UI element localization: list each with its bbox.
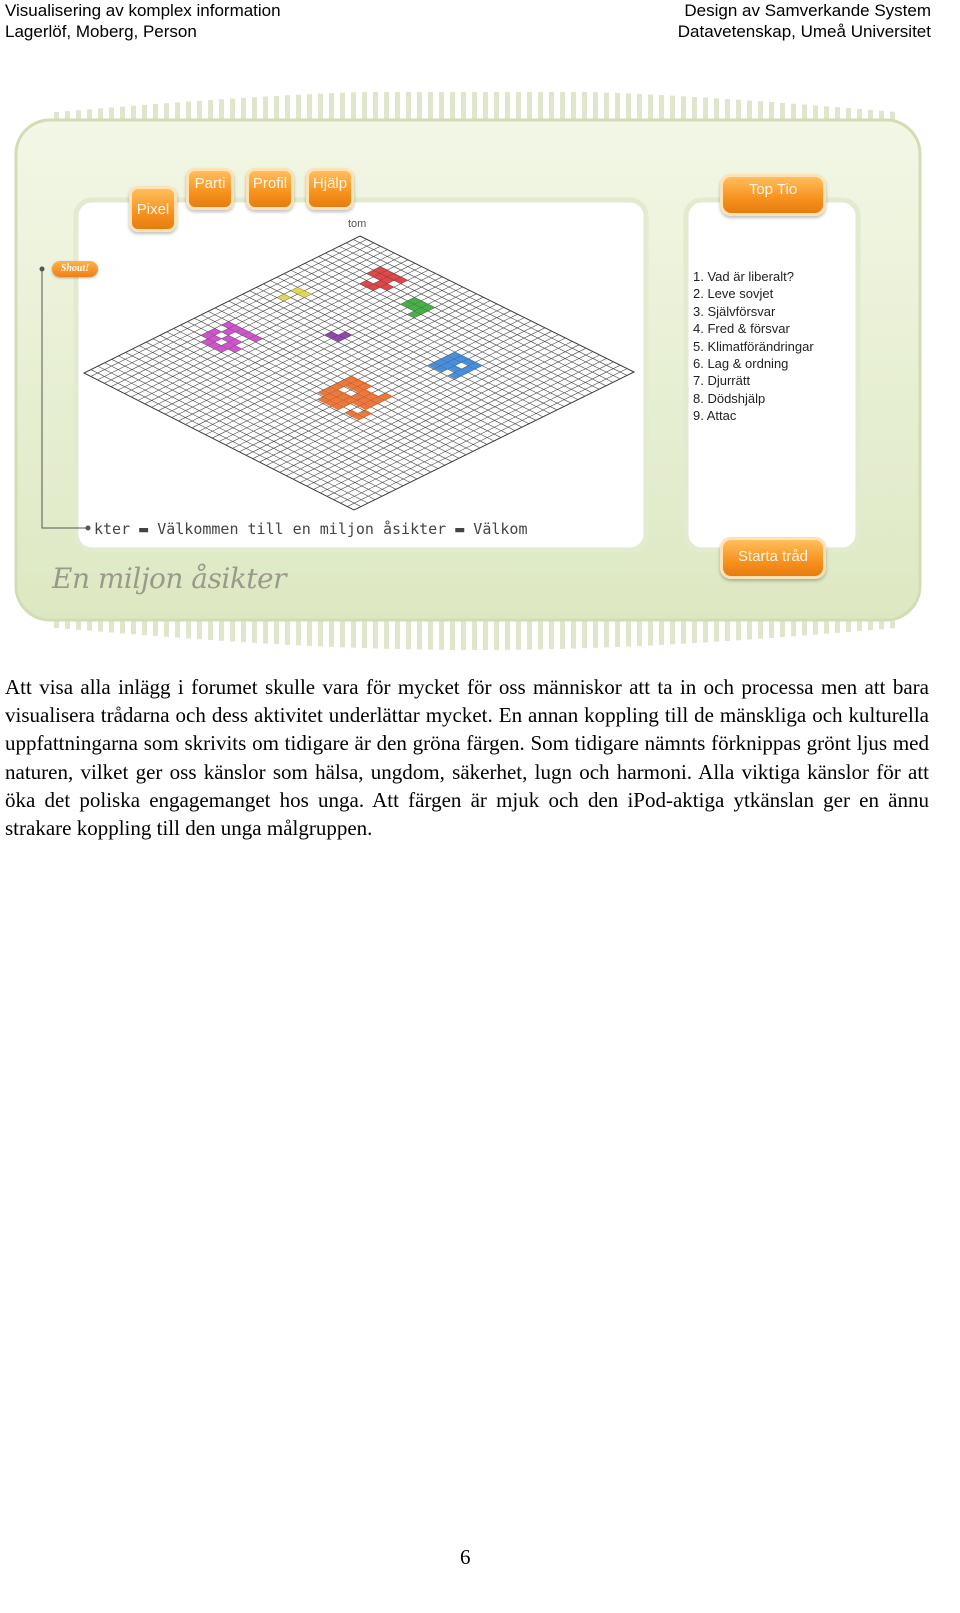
frame-tick — [758, 101, 763, 120]
frame-tick — [395, 92, 400, 120]
frame-tick — [736, 620, 741, 640]
frame-tick — [571, 92, 576, 120]
tab-parti[interactable]: Parti — [186, 168, 234, 210]
top-ten-list — [693, 268, 814, 425]
frame-tick — [604, 93, 609, 120]
frame-tick — [252, 97, 257, 120]
top-ten-item[interactable]: 8. Dödshjälp — [693, 390, 766, 406]
frame-tick — [307, 94, 312, 120]
frame-tick — [703, 98, 708, 120]
frame-tick — [351, 620, 356, 648]
tab-hjalp[interactable]: Hjälp — [306, 168, 354, 210]
app-logo: En miljon åsikter — [52, 562, 286, 595]
frame-tick — [703, 620, 708, 642]
frame-tick — [318, 94, 323, 120]
page-header-right — [678, 0, 931, 42]
frame-tick — [241, 98, 246, 120]
frame-tick — [637, 620, 642, 646]
frame-tick — [329, 93, 334, 120]
frame-tick — [582, 92, 587, 120]
frame-tick — [483, 92, 488, 120]
frame-tick — [175, 620, 180, 638]
frame-tick — [714, 620, 719, 642]
frame-tick — [131, 620, 136, 634]
frame-tick — [824, 620, 829, 634]
frame-tick — [648, 94, 653, 120]
frame-tick — [318, 620, 323, 646]
frame-tick — [263, 620, 268, 643]
page-header-left — [5, 0, 281, 42]
frame-tick — [263, 97, 268, 120]
frame-tick — [417, 620, 422, 650]
frame-tick — [670, 96, 675, 120]
tab-profil[interactable]: Profil — [246, 168, 294, 210]
frame-tick — [175, 102, 180, 120]
frame-tick — [538, 92, 543, 120]
authors: Lagerlöf, Moberg, Person — [5, 22, 197, 41]
top-ten-item[interactable]: 9. Attac — [693, 408, 737, 424]
frame-tick — [450, 620, 455, 650]
frame-tick — [736, 100, 741, 120]
frame-tick — [483, 620, 488, 650]
shout-button[interactable]: Shout! — [52, 261, 98, 277]
frame-tick — [472, 92, 477, 120]
frame-tick — [538, 620, 543, 649]
frame-tick — [846, 108, 851, 120]
frame-tick — [846, 620, 851, 632]
course-name: Design av Samverkande System — [684, 1, 931, 20]
frame-tick — [362, 620, 367, 648]
frame-tick — [637, 94, 642, 120]
connector-dot-end — [86, 526, 91, 531]
frame-ticks-bottom — [54, 620, 895, 650]
frame-tick — [230, 99, 235, 120]
frame-tick — [428, 92, 433, 120]
frame-tick — [505, 92, 510, 120]
frame-tick — [439, 620, 444, 650]
frame-tick — [714, 98, 719, 120]
frame-tick — [791, 104, 796, 120]
frame-tick — [549, 620, 554, 649]
frame-tick — [208, 100, 213, 120]
frame-tick — [516, 620, 521, 650]
frame-tick — [747, 620, 752, 639]
frame-tick — [549, 92, 554, 120]
frame-tick — [593, 92, 598, 120]
frame-tick — [505, 620, 510, 650]
frame-tick — [417, 92, 422, 120]
frame-tick — [340, 93, 345, 120]
frame-tick — [87, 620, 92, 631]
frame-tick — [164, 103, 169, 120]
news-ticker: kter ▬ Välkommen till en miljon åsikter ▬ Välkom — [94, 520, 528, 538]
frame-tick — [494, 620, 499, 650]
frame-tick — [285, 620, 290, 645]
user-label: tom — [348, 218, 367, 230]
frame-tick — [780, 103, 785, 120]
frame-tick — [384, 92, 389, 120]
tab-pixel[interactable]: Pixel — [129, 186, 177, 232]
frame-tick — [373, 92, 378, 120]
app-screenshot-figure — [14, 92, 934, 658]
frame-tick — [857, 109, 862, 120]
frame-tick — [527, 620, 532, 650]
frame-tick — [219, 99, 224, 120]
frame-tick — [747, 101, 752, 120]
frame-tick — [681, 620, 686, 644]
frame-tick — [659, 620, 664, 645]
frame-tick — [626, 93, 631, 120]
frame-tick — [230, 620, 235, 641]
frame-tick — [252, 620, 257, 643]
page-number: 6 — [460, 1545, 471, 1569]
frame-tick — [98, 620, 103, 632]
frame-tick — [153, 620, 158, 636]
frame-tick — [780, 620, 785, 637]
frame-tick — [120, 620, 125, 633]
frame-tick — [153, 104, 158, 120]
frame-tick — [109, 108, 114, 120]
frame-tick — [340, 620, 345, 647]
top-ten-item[interactable]: 2. Leve sovjet — [693, 286, 774, 302]
frame-tick — [890, 112, 895, 120]
frame-tick — [142, 105, 147, 120]
frame-tick — [450, 92, 455, 120]
frame-tick — [758, 620, 763, 639]
frame-tick — [461, 620, 466, 650]
frame-tick — [582, 620, 587, 648]
frame-tick — [384, 620, 389, 649]
frame-tick — [857, 620, 862, 631]
frame-tick — [868, 110, 873, 120]
top-tio-button[interactable]: Top Tio — [720, 174, 826, 216]
frame-tick — [395, 620, 400, 649]
connector-dot — [40, 267, 45, 272]
frame-tick — [406, 620, 411, 649]
body-paragraph: Att visa alla inlägg i forumet skulle vara för mycket för oss människor att ta in och processa men att bara visualisera trådarna och dess aktivitet underlättar mycket. En annan koppling till de mänskliga och kulturella uppfattningarna som skrivits om tidigare är den gröna färgen. Som tidigare nämnts förknippas grönt ljus med naturen, vilket ger oss känslor som hälsa, ungdom, säkerhet, lugn och harmoni. Alla viktiga känslor för att öka det poliska engagemanget hos unga. Att färgen är mjuk och den iPod-aktiga ytkänslan ger en ännu strakare koppling till den unga målgruppen. — [5, 675, 929, 841]
frame-tick — [142, 620, 147, 635]
frame-tick — [769, 102, 774, 120]
frame-tick — [725, 99, 730, 120]
frame-tick — [285, 95, 290, 120]
frame-tick — [692, 97, 697, 120]
frame-tick — [164, 620, 169, 637]
frame-tick — [186, 620, 191, 638]
frame-tick — [868, 620, 873, 630]
frame-tick — [186, 102, 191, 120]
frame-tick — [615, 93, 620, 120]
frame-tick — [670, 620, 675, 644]
frame-tick — [208, 620, 213, 640]
frame-tick — [659, 95, 664, 120]
frame-tick — [120, 107, 125, 120]
frame-tick — [307, 620, 312, 646]
frame-tick — [560, 92, 565, 120]
frame-tick — [472, 620, 477, 650]
frame-tick — [98, 108, 103, 120]
frame-tick — [802, 105, 807, 120]
frame-tick — [131, 106, 136, 120]
frame-tick — [802, 620, 807, 635]
top-ten-item[interactable]: 1. Vad är liberalt? — [693, 269, 794, 284]
frame-tick — [890, 620, 895, 628]
frame-tick — [516, 92, 521, 120]
frame-tick — [373, 620, 378, 648]
frame-tick — [219, 620, 224, 641]
frame-tick — [648, 620, 653, 646]
frame-tick — [593, 620, 598, 648]
top-ten-item[interactable]: 5. Klimatförändringar — [693, 338, 814, 354]
frame-tick — [527, 92, 532, 120]
frame-tick — [296, 95, 301, 120]
frame-tick — [769, 620, 774, 638]
frame-tick — [626, 620, 631, 647]
frame-tick — [824, 106, 829, 120]
frame-tick — [197, 620, 202, 639]
top-ten-item[interactable]: 3. Självförsvar — [693, 303, 776, 319]
frame-tick — [406, 92, 411, 120]
frame-tick — [813, 620, 818, 635]
starta-trad-button[interactable]: Starta tråd — [720, 537, 826, 579]
frame-tick — [692, 620, 697, 643]
top-ten-item[interactable]: 4. Fred & försvar — [693, 321, 790, 337]
frame-tick — [461, 92, 466, 120]
frame-tick — [835, 620, 840, 633]
frame-tick — [725, 620, 730, 641]
frame-tick — [615, 620, 620, 647]
top-ten-item[interactable]: 7. Djurrätt — [693, 373, 751, 389]
frame-tick — [274, 620, 279, 644]
frame-tick — [296, 620, 301, 645]
top-ten-item[interactable]: 6. Lag & ordning — [693, 356, 789, 372]
frame-tick — [791, 620, 796, 636]
frame-tick — [274, 96, 279, 120]
frame-tick — [560, 620, 565, 649]
frame-tick — [494, 92, 499, 120]
frame-tick — [197, 101, 202, 120]
frame-tick — [87, 109, 92, 120]
frame-tick — [813, 105, 818, 120]
frame-tick — [362, 92, 367, 120]
department: Datavetenskap, Umeå Universitet — [677, 22, 931, 41]
frame-tick — [604, 620, 609, 647]
frame-ticks-top — [54, 92, 895, 120]
frame-tick — [835, 107, 840, 120]
frame-tick — [428, 620, 433, 650]
course-title: Visualisering av komplex information — [5, 1, 281, 20]
frame-tick — [241, 620, 246, 642]
frame-tick — [351, 92, 356, 120]
frame-tick — [681, 96, 686, 120]
frame-tick — [329, 620, 334, 647]
frame-tick — [439, 92, 444, 120]
frame-tick — [571, 620, 576, 649]
frame-tick — [109, 620, 114, 632]
